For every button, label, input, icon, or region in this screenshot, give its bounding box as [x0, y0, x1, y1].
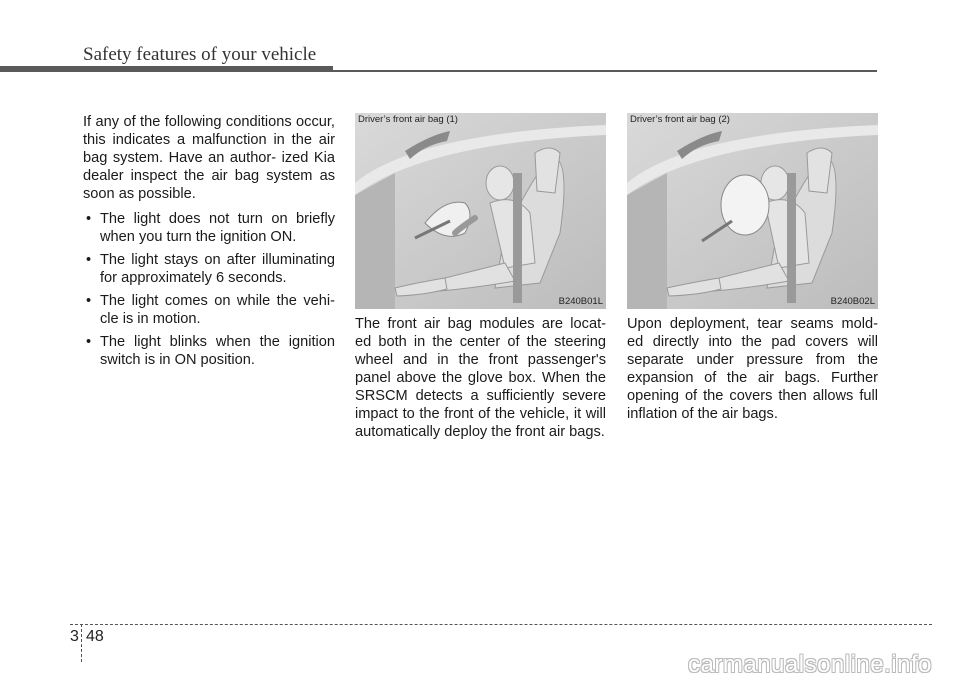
figure-code: B240B02L: [830, 296, 875, 307]
intro-paragraph: If any of the following conditions occur, this indicates a malfunction in the air bag system. Have an author- ized Kia dealer inspect the air bag system as soon as possible.: [83, 114, 335, 202]
list-item: • The light comes on while the vehi- cle is in motion.: [86, 293, 335, 327]
list-item: • The light does not turn on briefly when you turn the ignition ON.: [86, 211, 335, 245]
front-airbag-location-paragraph: The front air bag modules are locat- ed both in the center of the steering wheel and in the front passenger's panel above the glove box. When the SRSCM detects a sufficiently severe impact to the front of the vehicle, it will automatically deploy the front air bags.: [355, 316, 606, 440]
bullet-icon: •: [86, 211, 92, 227]
right-column: [627, 315, 878, 423]
driver-airbag-deployed-illustration-icon: [627, 113, 878, 309]
page-number: 48: [86, 628, 104, 645]
condition-list: [83, 210, 335, 369]
bullet-icon: •: [86, 252, 92, 268]
figure-driver-air-bag-2: [627, 113, 878, 309]
figure-code: B240B01L: [558, 296, 603, 307]
header-rule-thin: [333, 70, 877, 72]
section-title: Safety features of your vehicle: [83, 44, 317, 65]
footer-rule: [70, 624, 932, 625]
figure-driver-air-bag-1: [355, 113, 606, 309]
bullet-icon: •: [86, 334, 92, 350]
chapter-number: 3: [70, 628, 79, 645]
header-rule-thick: [0, 66, 333, 72]
driver-airbag-illustration-icon: [355, 113, 606, 309]
middle-column: [355, 315, 606, 441]
list-item: • The light blinks when the ignition switch is in ON position.: [86, 334, 335, 368]
watermark: carmanualsonline.info: [688, 651, 932, 678]
footer-divider: [81, 624, 82, 662]
figure-caption: Driver’s front air bag (2): [630, 114, 730, 125]
bullet-icon: •: [86, 293, 92, 309]
deployment-paragraph: Upon deployment, tear seams mold- ed directly into the pad covers will separate under pressure from the expansion of the air bags. Further opening of the covers then allows full inflation of the air bags.: [627, 316, 878, 422]
figure-caption: Driver’s front air bag (1): [358, 114, 458, 125]
list-item: • The light stays on after illuminating for approximately 6 seconds.: [86, 252, 335, 286]
left-column: [83, 113, 335, 374]
